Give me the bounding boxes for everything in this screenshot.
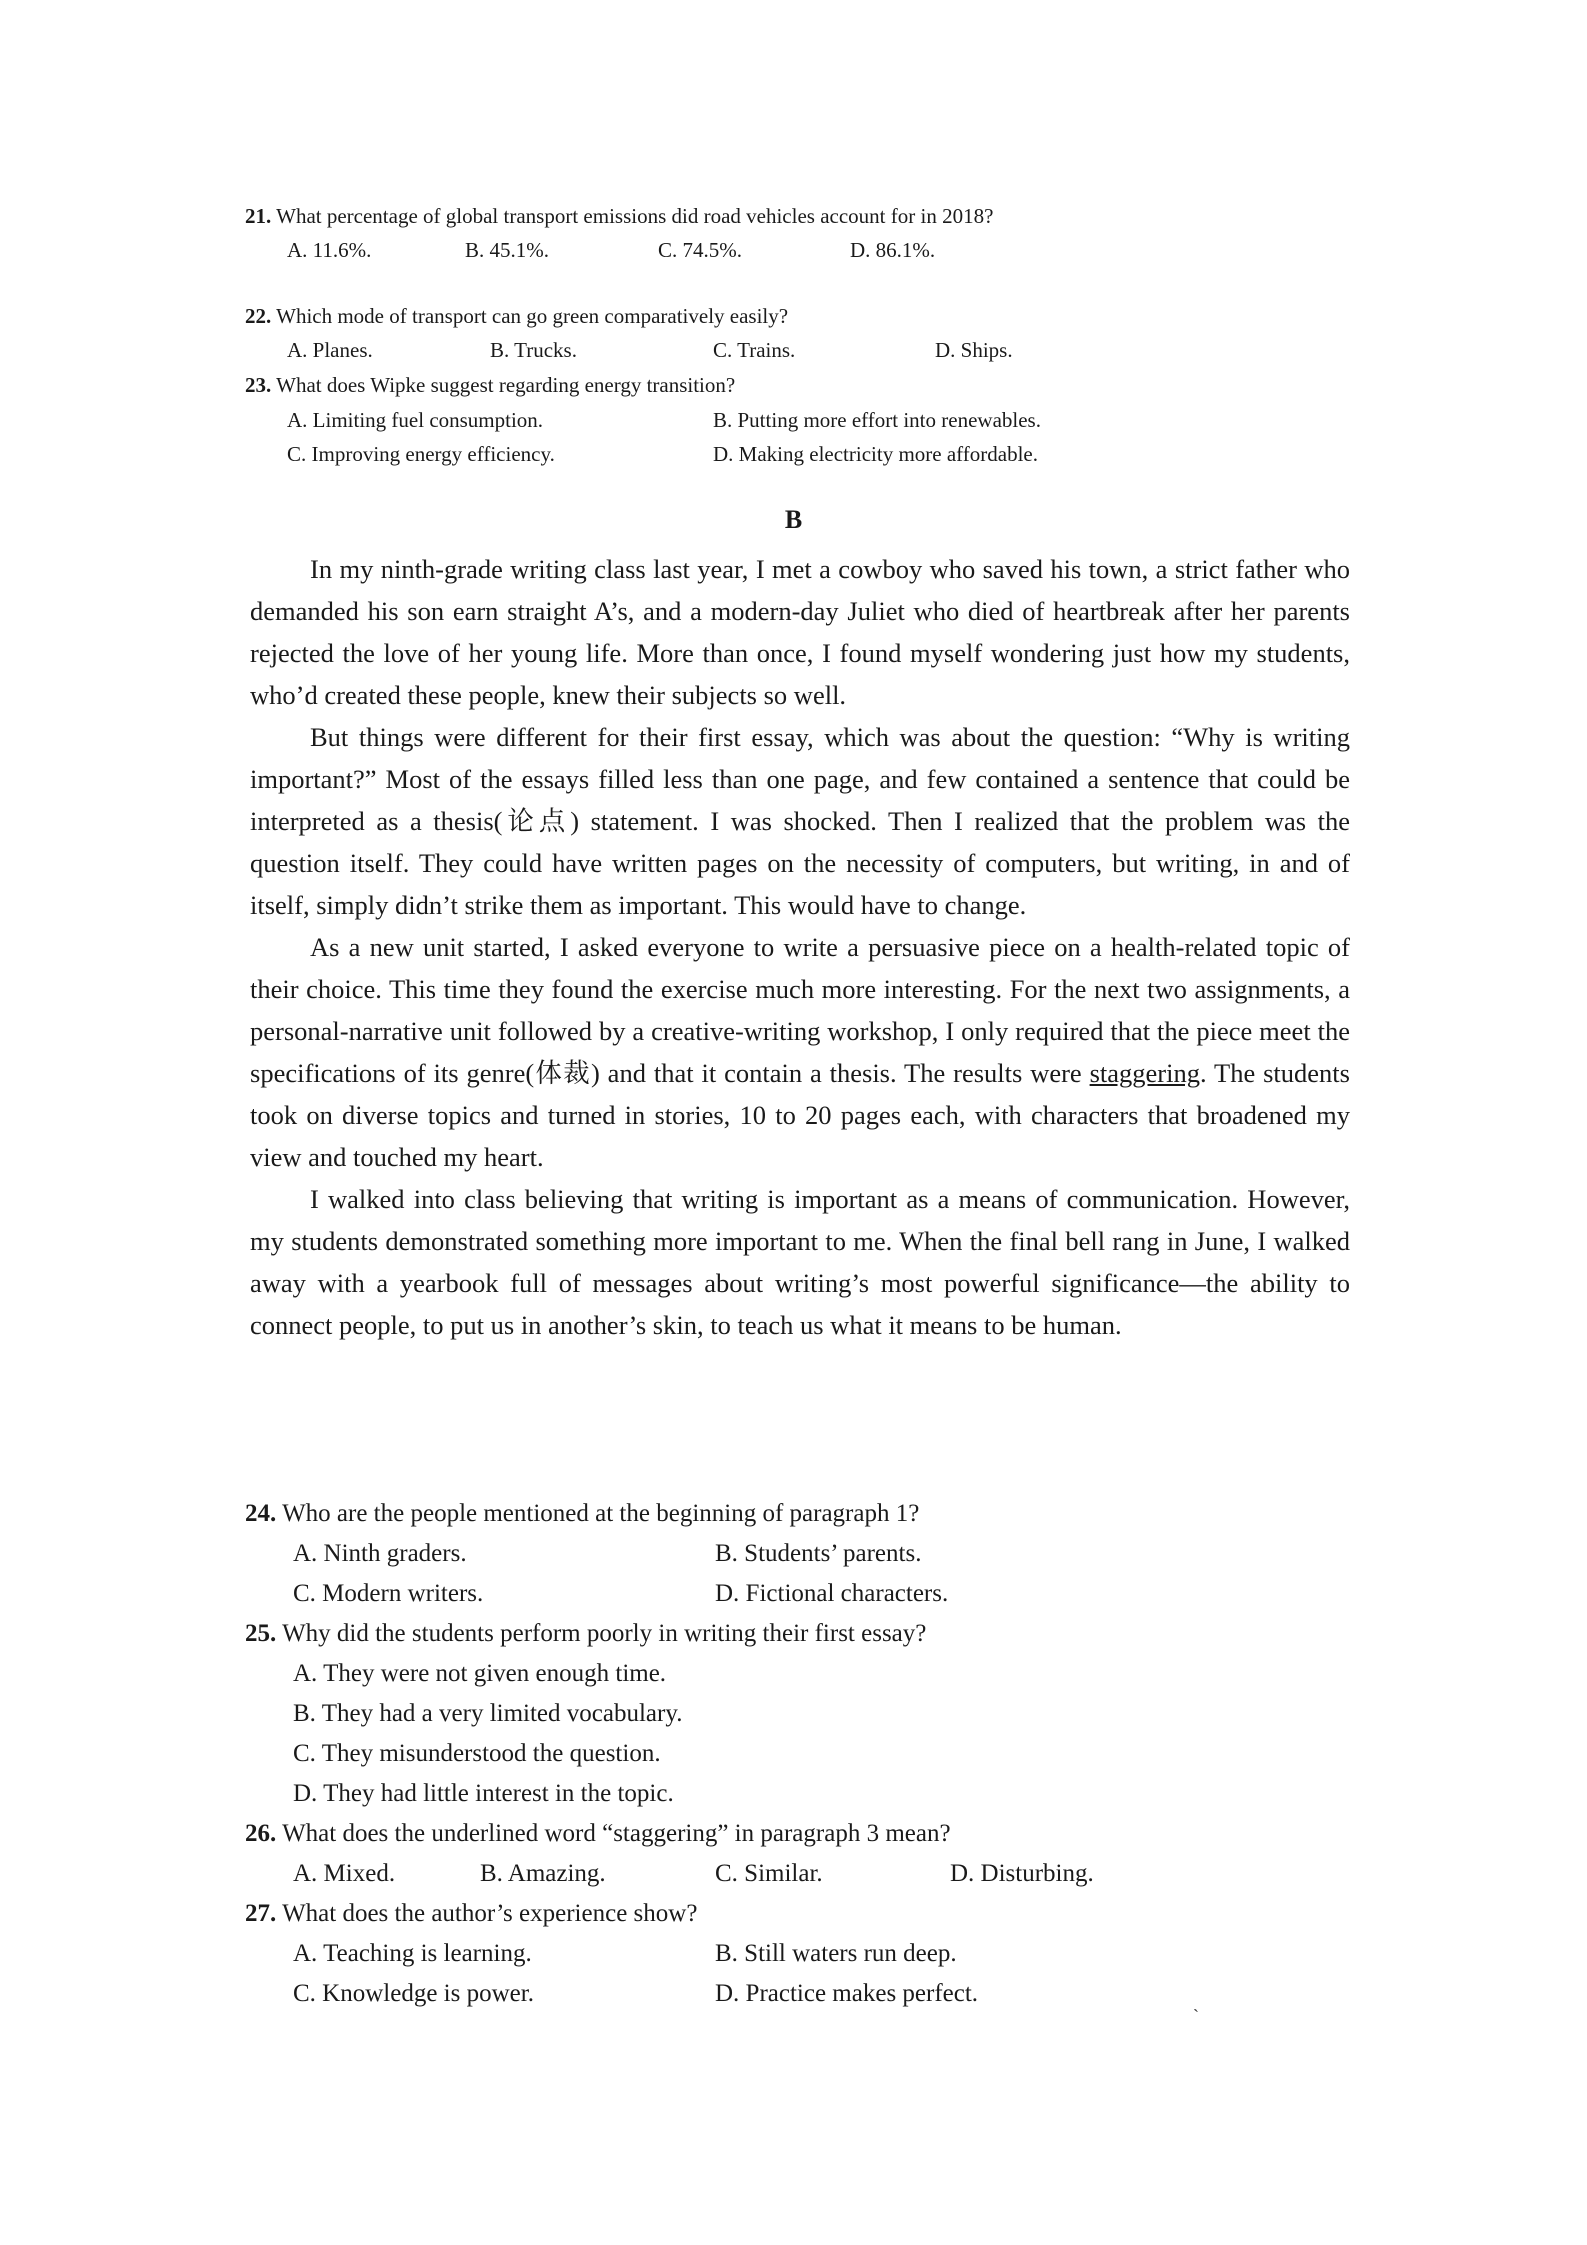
- question-number: 25.: [245, 1620, 277, 1647]
- question-text: Who are the people mentioned at the beginning of paragraph 1?: [282, 1500, 920, 1527]
- paragraph-1: In my ninth-grade writing class last year, I met a cowboy who saved his town, a strict father who demanded his son earn straight A’s, and a modern-day Juliet who died of heartbreak after her parents rejected the love of her young life. More than once, I found myself wondering just how my students, who’d created these people, knew their subjects so well.: [250, 554, 1350, 710]
- option-21-b: B. 45.1%.: [465, 238, 549, 262]
- question-text: What percentage of global transport emissions did road vehicles account for in 2018?: [276, 204, 994, 228]
- question-text: Why did the students perform poorly in writing their first essay?: [282, 1620, 927, 1647]
- option-26-c: C. Similar.: [715, 1860, 823, 1887]
- option-22-a: A. Planes.: [287, 338, 373, 362]
- question-27: [245, 1900, 697, 1928]
- option-26-b: B. Amazing.: [480, 1860, 606, 1887]
- question-22: [245, 304, 788, 329]
- option-27-a: A. Teaching is learning.: [293, 1940, 532, 1967]
- option-24-c: C. Modern writers.: [293, 1580, 484, 1607]
- question-number: 24.: [245, 1500, 277, 1527]
- underlined-word: staggering: [1089, 1058, 1200, 1088]
- question-text: What does the underlined word “staggering” in paragraph 3 mean?: [282, 1820, 951, 1847]
- option-24-b: B. Students’ parents.: [715, 1540, 922, 1567]
- question-number: 22.: [245, 304, 272, 328]
- option-24-a: A. Ninth graders.: [293, 1540, 467, 1567]
- option-25-d: D. They had little interest in the topic.: [293, 1780, 674, 1807]
- option-23-a: A. Limiting fuel consumption.: [287, 408, 544, 432]
- question-text: What does Wipke suggest regarding energy transition?: [276, 373, 736, 397]
- question-23: [245, 373, 735, 398]
- question-number: 23.: [245, 373, 272, 397]
- option-23-b: B. Putting more effort into renewables.: [713, 408, 1041, 432]
- paragraph-3-start: As a new unit started, I asked everyone to write a persuasive piece on a health-related topic of their choice. This time they found the exercise much more interesting. For the next two assignments, a personal-narrative unit followed by a creative-writing workshop, I only required that the piece meet the specifications of its genre(体裁) and that it contain a thesis. The results were: [250, 932, 1350, 1088]
- paragraph-3-end: . The students took on diverse topics and turned in stories, 10 to 20 pages each, with characters that broadened my view and touched my heart.: [250, 1058, 1350, 1172]
- option-27-d: D. Practice makes perfect.: [715, 1980, 979, 2007]
- question-text: Which mode of transport can go green comparatively easily?: [276, 304, 789, 328]
- question-number: 26.: [245, 1820, 277, 1847]
- option-23-d: D. Making electricity more affordable.: [713, 442, 1038, 466]
- question-number: 27.: [245, 1900, 277, 1927]
- option-23-c: C. Improving energy efficiency.: [287, 442, 555, 466]
- option-27-c: C. Knowledge is power.: [293, 1980, 534, 2007]
- question-24: [245, 1500, 919, 1528]
- question-number: 21.: [245, 204, 272, 228]
- paragraph-4: I walked into class believing that writing is important as a means of communication. However, my students demonstrated something more important to me. When the final bell rang in June, I walked away with a yearbook full of messages about writing’s most powerful significance—the ability to connect people, to put us in another’s skin, to teach us what it means to be human.: [250, 1184, 1350, 1340]
- reading-passage: [250, 548, 1350, 1346]
- option-25-a: A. They were not given enough time.: [293, 1660, 667, 1687]
- paragraph-2: But things were different for their first essay, which was about the question: “Why is writing important?” Most of the essays filled less than one page, and few contained a sentence that could be interpreted as a thesis(论点) statement. I was shocked. Then I realized that the problem was the question itself. They could have written pages on the necessity of computers, but writing, in and of itself, simply didn’t strike them as important. This would have to change.: [250, 722, 1350, 920]
- question-26: [245, 1820, 951, 1848]
- option-27-b: B. Still waters run deep.: [715, 1940, 957, 1967]
- option-22-c: C. Trains.: [713, 338, 796, 362]
- option-26-a: A. Mixed.: [293, 1860, 396, 1887]
- paragraph-3: [250, 926, 1350, 1178]
- option-21-c: C. 74.5%.: [658, 238, 742, 262]
- option-21-a: A. 11.6%.: [287, 238, 372, 262]
- option-25-c: C. They misunderstood the question.: [293, 1740, 661, 1767]
- option-24-d: D. Fictional characters.: [715, 1580, 949, 1607]
- stray-mark: `: [1193, 2006, 1199, 2026]
- option-21-d: D. 86.1%.: [850, 238, 936, 262]
- question-21: [245, 204, 993, 229]
- option-25-b: B. They had a very limited vocabulary.: [293, 1700, 683, 1727]
- question-25: [245, 1620, 926, 1648]
- option-26-d: D. Disturbing.: [950, 1860, 1094, 1887]
- option-22-b: B. Trucks.: [490, 338, 577, 362]
- option-22-d: D. Ships.: [935, 338, 1013, 362]
- question-text: What does the author’s experience show?: [282, 1900, 698, 1927]
- section-title: B: [784, 505, 803, 534]
